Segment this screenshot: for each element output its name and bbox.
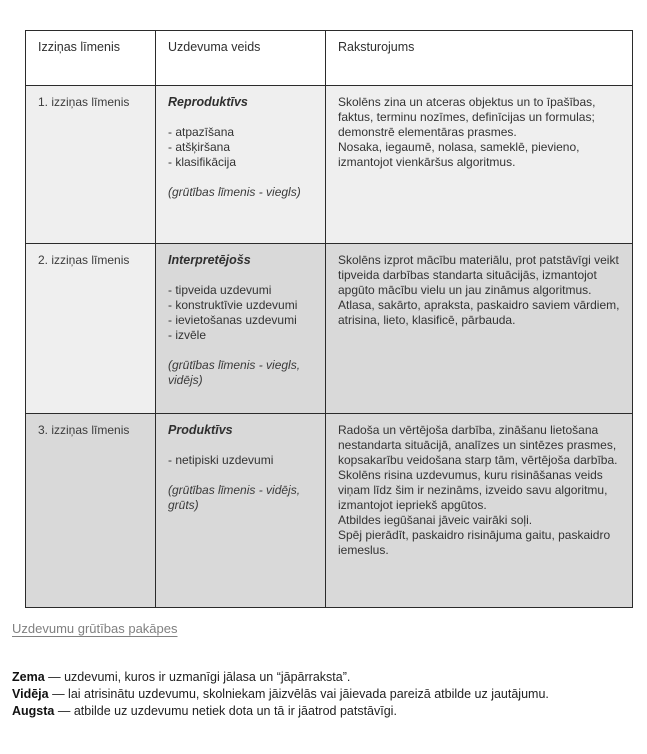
difficulty-note: (grūtības līmenis - viegls)	[168, 185, 301, 199]
difficulty-note: (grūtības līmenis - vidējs, grūts)	[168, 483, 301, 512]
difficulty-definition-medium	[12, 686, 647, 703]
task-type-title: Produktīvs	[168, 423, 233, 437]
description-paragraphs	[338, 423, 620, 558]
text-line: Skolēns izprot mācību materiālu, prot patstāvīgi veikt tipveida darbības standarta situācijās, izmantojot apgūto mācību vielu un jau zināmus algoritmus.	[338, 253, 619, 297]
text-line: - konstruktīvie uzdevumi	[168, 298, 298, 312]
difficulty-text: — atbilde uz uzdevumu netiek dota un tā ir jāatrod patstāvīgi.	[54, 704, 397, 718]
column-header-level: Izziņas līmenis	[26, 31, 156, 86]
difficulty-grades-heading: Uzdevumu grūtības pakāpes	[12, 621, 178, 636]
task-type-cell	[156, 86, 326, 244]
description-cell	[326, 414, 633, 608]
difficulty-term: Zema	[12, 670, 45, 684]
task-type-title: Interpretējošs	[168, 253, 251, 267]
text-line: Skolēns risina uzdevumus, kuru risināšanas veids viņam līdz šim ir nezināms, izveido savu algoritmu, izmantojot iepriekš apgūtos.	[338, 468, 608, 512]
task-type-items	[168, 453, 313, 468]
description-paragraphs	[338, 253, 620, 328]
cognition-levels-table	[25, 30, 633, 608]
difficulty-text: — lai atrisinātu uzdevumu, skolniekam jāizvēlās vai jāievada pareizā atbilde uz jautājumu.	[48, 687, 549, 701]
text-line: Skolēns zina un atceras objektus un to īpašības, faktus, terminu nozīmes, definīcijas un formulas; demonstrē elementāras prasmes.	[338, 95, 596, 139]
text-line: - ievietošanas uzdevumi	[168, 313, 297, 327]
text-line: - atšķiršana	[168, 140, 231, 154]
description-cell	[326, 244, 633, 414]
table-header-row	[26, 31, 633, 86]
task-type-title: Reproduktīvs	[168, 95, 248, 109]
description-paragraphs	[338, 95, 620, 170]
text-line: Radoša un vērtējoša darbība, zināšanu lietošana nestandarta situācijā, analīzes un sintēzes prasmes, kopsakarību veidošana starp tām, vērtējoša darbība.	[338, 423, 618, 467]
text-line: - netipiski uzdevumi	[168, 453, 274, 467]
difficulty-definition-low	[12, 669, 647, 686]
task-type-cell	[156, 414, 326, 608]
difficulty-text: — uzdevumi, kuros ir uzmanīgi jālasa un “jāpārraksta”.	[44, 670, 351, 684]
task-type-cell	[156, 244, 326, 414]
level-cell: 2. izziņas līmenis	[26, 244, 156, 414]
table-row	[26, 86, 633, 244]
column-header-task-type: Uzdevuma veids	[156, 31, 326, 86]
task-type-items	[168, 283, 313, 343]
table-row	[26, 414, 633, 608]
table-row	[26, 244, 633, 414]
level-cell: 1. izziņas līmenis	[26, 86, 156, 244]
text-line: Atlasa, sakārto, apraksta, paskaidro saviem vārdiem, atrisina, lieto, klasificē, pārbauda.	[338, 298, 620, 327]
text-line: Atbildes iegūšanai jāveic vairāki soļi.	[338, 513, 533, 527]
text-line: - klasifikācija	[168, 155, 237, 169]
text-line: Spēj pierādīt, paskaidro risinājuma gaitu, paskaidro iemeslus.	[338, 528, 611, 557]
text-line: Nosaka, iegaumē, nolasa, sameklē, pievieno, izmantojot vienkāršus algoritmus.	[338, 140, 580, 169]
level-cell: 3. izziņas līmenis	[26, 414, 156, 608]
difficulty-definitions	[12, 669, 647, 720]
difficulty-term: Vidēja	[12, 687, 49, 701]
text-line: - tipveida uzdevumi	[168, 283, 272, 297]
text-line: - izvēle	[168, 328, 207, 342]
difficulty-note: (grūtības līmenis - viegls, vidējs)	[168, 358, 301, 387]
task-type-items	[168, 125, 313, 170]
difficulty-term: Augsta	[12, 704, 55, 718]
text-line: - atpazīšana	[168, 125, 235, 139]
description-cell	[326, 86, 633, 244]
column-header-description: Raksturojums	[326, 31, 633, 86]
difficulty-grades-section	[12, 620, 647, 720]
difficulty-definition-high	[12, 703, 647, 720]
